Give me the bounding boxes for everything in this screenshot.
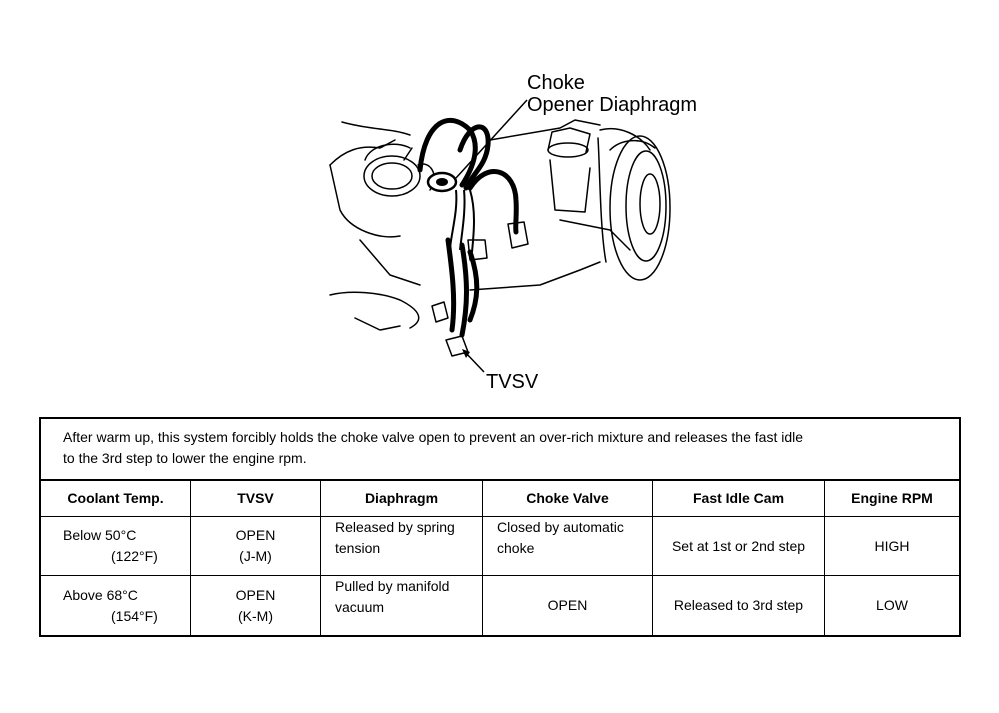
choke-label-line1: Choke: [527, 72, 585, 94]
header-choke-valve: Choke Valve: [483, 481, 653, 517]
row2-tvsv-ports: (K-M): [238, 607, 273, 624]
row2-tvsv: [191, 576, 321, 635]
row1-diaphragm-line2: tension: [335, 540, 381, 556]
header-tvsv: TVSV: [191, 481, 321, 517]
row1-diaphragm: [321, 517, 483, 576]
row2-temp-f: (154°F): [111, 607, 158, 624]
row2-engine-rpm: LOW: [876, 597, 908, 613]
header-fast-idle-cam: Fast Idle Cam: [653, 481, 825, 517]
row1-diaphragm-line1: Released by spring: [335, 519, 455, 535]
operation-table: [39, 417, 961, 637]
table-grid: [41, 481, 959, 635]
row1-engine-rpm: HIGH: [825, 517, 959, 576]
row1-coolant-temp: [41, 517, 191, 576]
description-line-2: to the 3rd step to lower the engine rpm.: [63, 450, 307, 466]
table-description: [41, 419, 959, 481]
row1-tvsv-state: OPEN: [235, 527, 276, 543]
header-diaphragm: Diaphragm: [321, 481, 483, 517]
description-line-1: After warm up, this system forcibly holds the choke valve open to prevent an over-rich mixture and releases the fast idle: [63, 429, 804, 445]
row1-temp-f: (122°F): [111, 548, 158, 564]
row1-choke-line2: choke: [497, 540, 535, 556]
row1-temp-c: Below 50°C: [63, 527, 137, 543]
header-engine-rpm: Engine RPM: [825, 481, 959, 517]
tvsv-label: TVSV: [486, 371, 539, 393]
row2-diaphragm-line1: Pulled by manifold: [335, 578, 450, 594]
row1-choke-line1: Closed by automatic: [497, 519, 624, 535]
row1-fast-idle-cam: Set at 1st or 2nd step: [653, 517, 825, 576]
row2-temp-c: Above 68°C: [63, 586, 138, 603]
row2-diaphragm: [321, 576, 483, 635]
row1-tvsv: [191, 517, 321, 576]
row2-tvsv-state: OPEN: [235, 586, 276, 603]
row2-diaphragm-line2: vacuum: [335, 599, 385, 615]
choke-opener-diaphragm-label: [527, 72, 697, 116]
row2-choke-valve: OPEN: [483, 576, 653, 635]
row2-coolant-temp: [41, 576, 191, 635]
choke-label-line2: Opener Diaphragm: [527, 94, 698, 116]
row1-choke-valve: [483, 517, 653, 576]
header-coolant-temp: Coolant Temp.: [41, 481, 191, 517]
row1-tvsv-ports: (J-M): [239, 548, 272, 564]
row2-fast-idle-cam: Released to 3rd step: [653, 576, 825, 635]
